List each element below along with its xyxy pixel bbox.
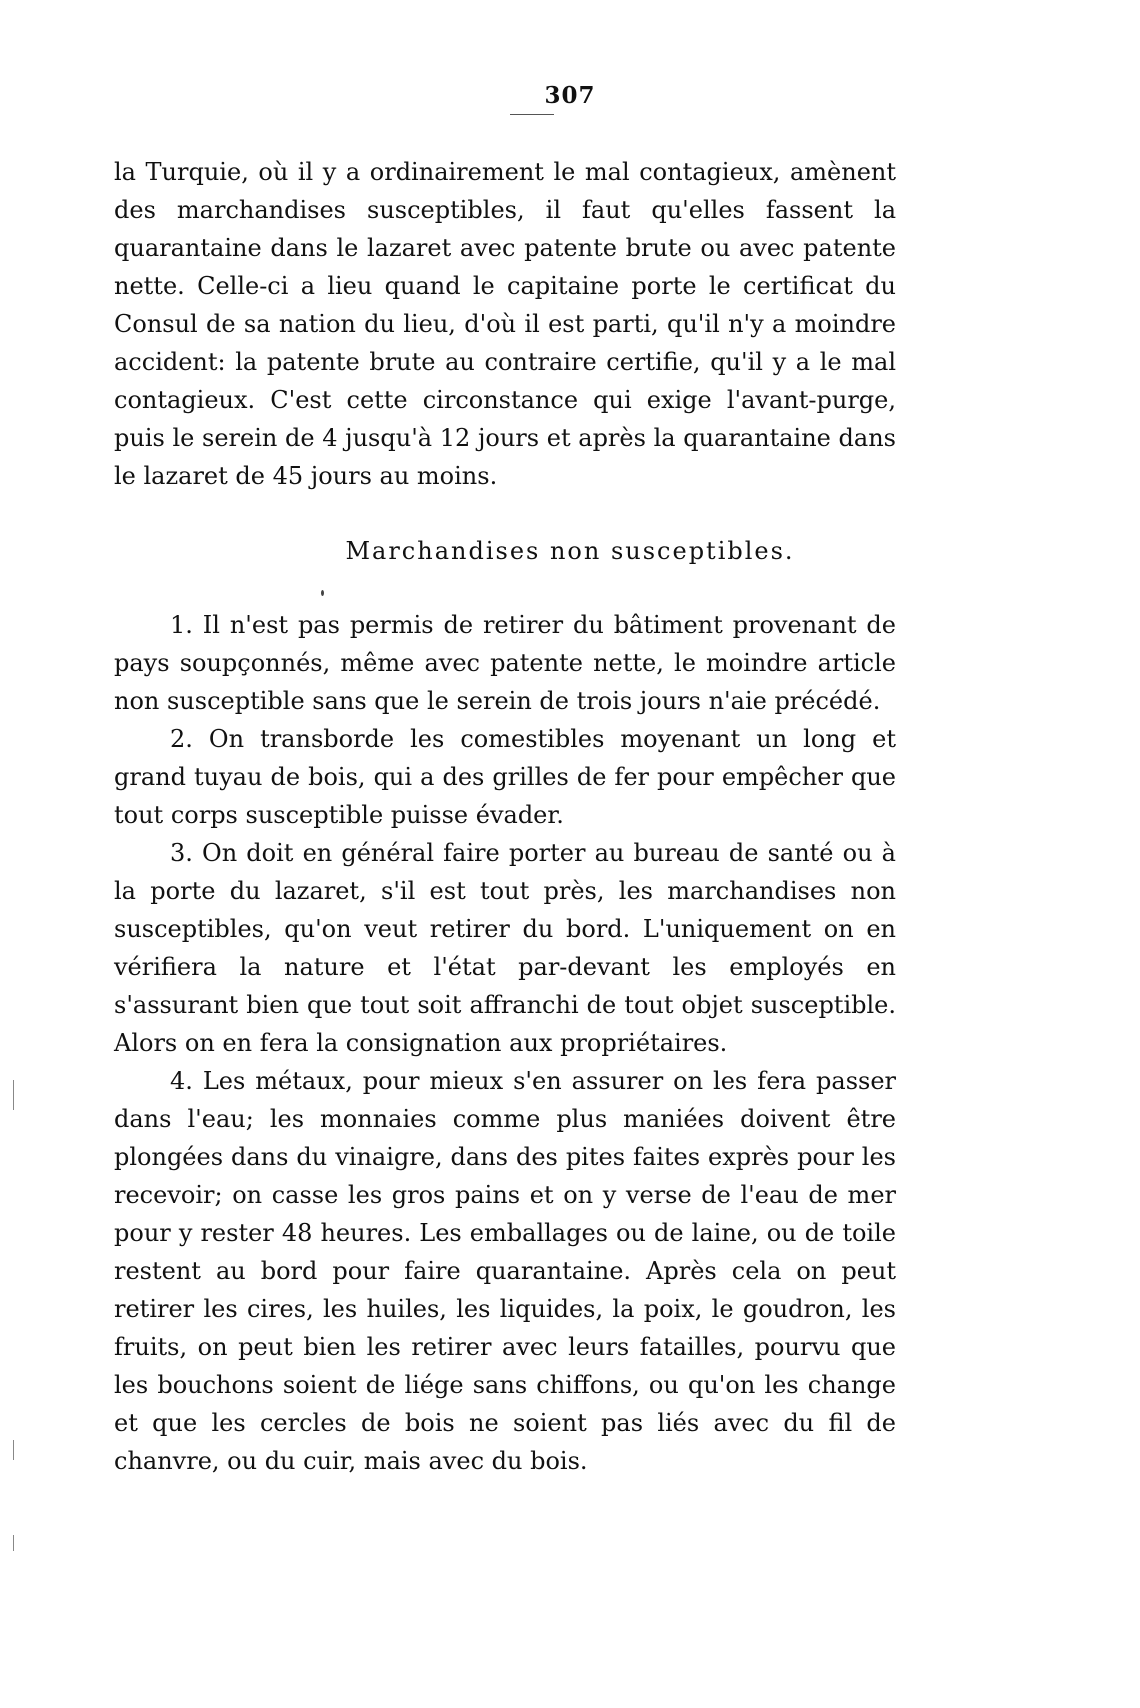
list-item: 2. On transborde les comestibles moyenant un long et grand tuyau de bois, qui a des grilles de fer pour empêcher que tout corps susceptible puisse évader. (114, 725, 896, 829)
list-item: 1. Il n'est pas permis de retirer du bâtiment provenant de pays soupçonnés, même avec patente nette, le moindre article non susceptible sans que le serein de trois jours n'aie précédé. (114, 611, 896, 715)
page-number-rule (510, 114, 554, 115)
intro-paragraph: la Turquie, où il y a ordinairement le mal contagieux, amènent des marchandises susceptibles, il faut qu'elles fassent la quarantaine dans le lazaret avec patente brute ou avec patente nette. Celle-ci a lieu quand le capitaine porte le certificat du Consul de sa nation du lieu, d'où il est parti, qu'il n'y a moindre accident: la patente brute au contraire certifie, qu'il y a le mal contagieux. C'est cette circonstance qui exige l'avant-purge, puis le serein de 4 jusqu'à 12 jours et après la quarantaine dans le lazaret de 45 jours au moins. (114, 158, 896, 490)
numbered-items (114, 606, 896, 1480)
margin-mark (13, 1535, 14, 1551)
intro-paragraph-block (114, 153, 896, 495)
list-item: 3. On doit en général faire porter au bureau de santé ou à la porte du lazaret, s'il est tout près, les marchandises non susceptibles, qu'on veut retirer du bord. L'uniquement on en vérifiera la nature et l'état par-devant les employés en s'assurant bien que tout soit affranchi de tout objet susceptible. Alors on en fera la consignation aux propriétaires. (114, 839, 896, 1057)
page-number: 307 (544, 82, 596, 109)
print-speck (321, 590, 324, 596)
list-item: 4. Les métaux, pour mieux s'en assurer on les fera passer dans l'eau; les monnaies comme plus maniées doivent être plongées dans du vinaigre, dans des pites faites exprès pour les recevoir; on casse les gros pains et on y verse de l'eau de mer pour y rester 48 heures. Les emballages ou de laine, ou de toile restent au bord pour faire quarantaine. Après cela on peut retirer les cires, les huiles, les liquides, la poix, le goudron, les fruits, on peut bien les retirer avec leurs fatailles, pourvu que les bouchons soient de liége sans chiffons, ou qu'on les change et que les cercles de bois ne soient pas liés avec du fil de chanvre, ou du cuir, mais avec du bois. (114, 1067, 896, 1475)
margin-mark (13, 1080, 14, 1110)
margin-mark (13, 1440, 14, 1460)
section-title: Marchandises non susceptibles. (345, 537, 795, 565)
